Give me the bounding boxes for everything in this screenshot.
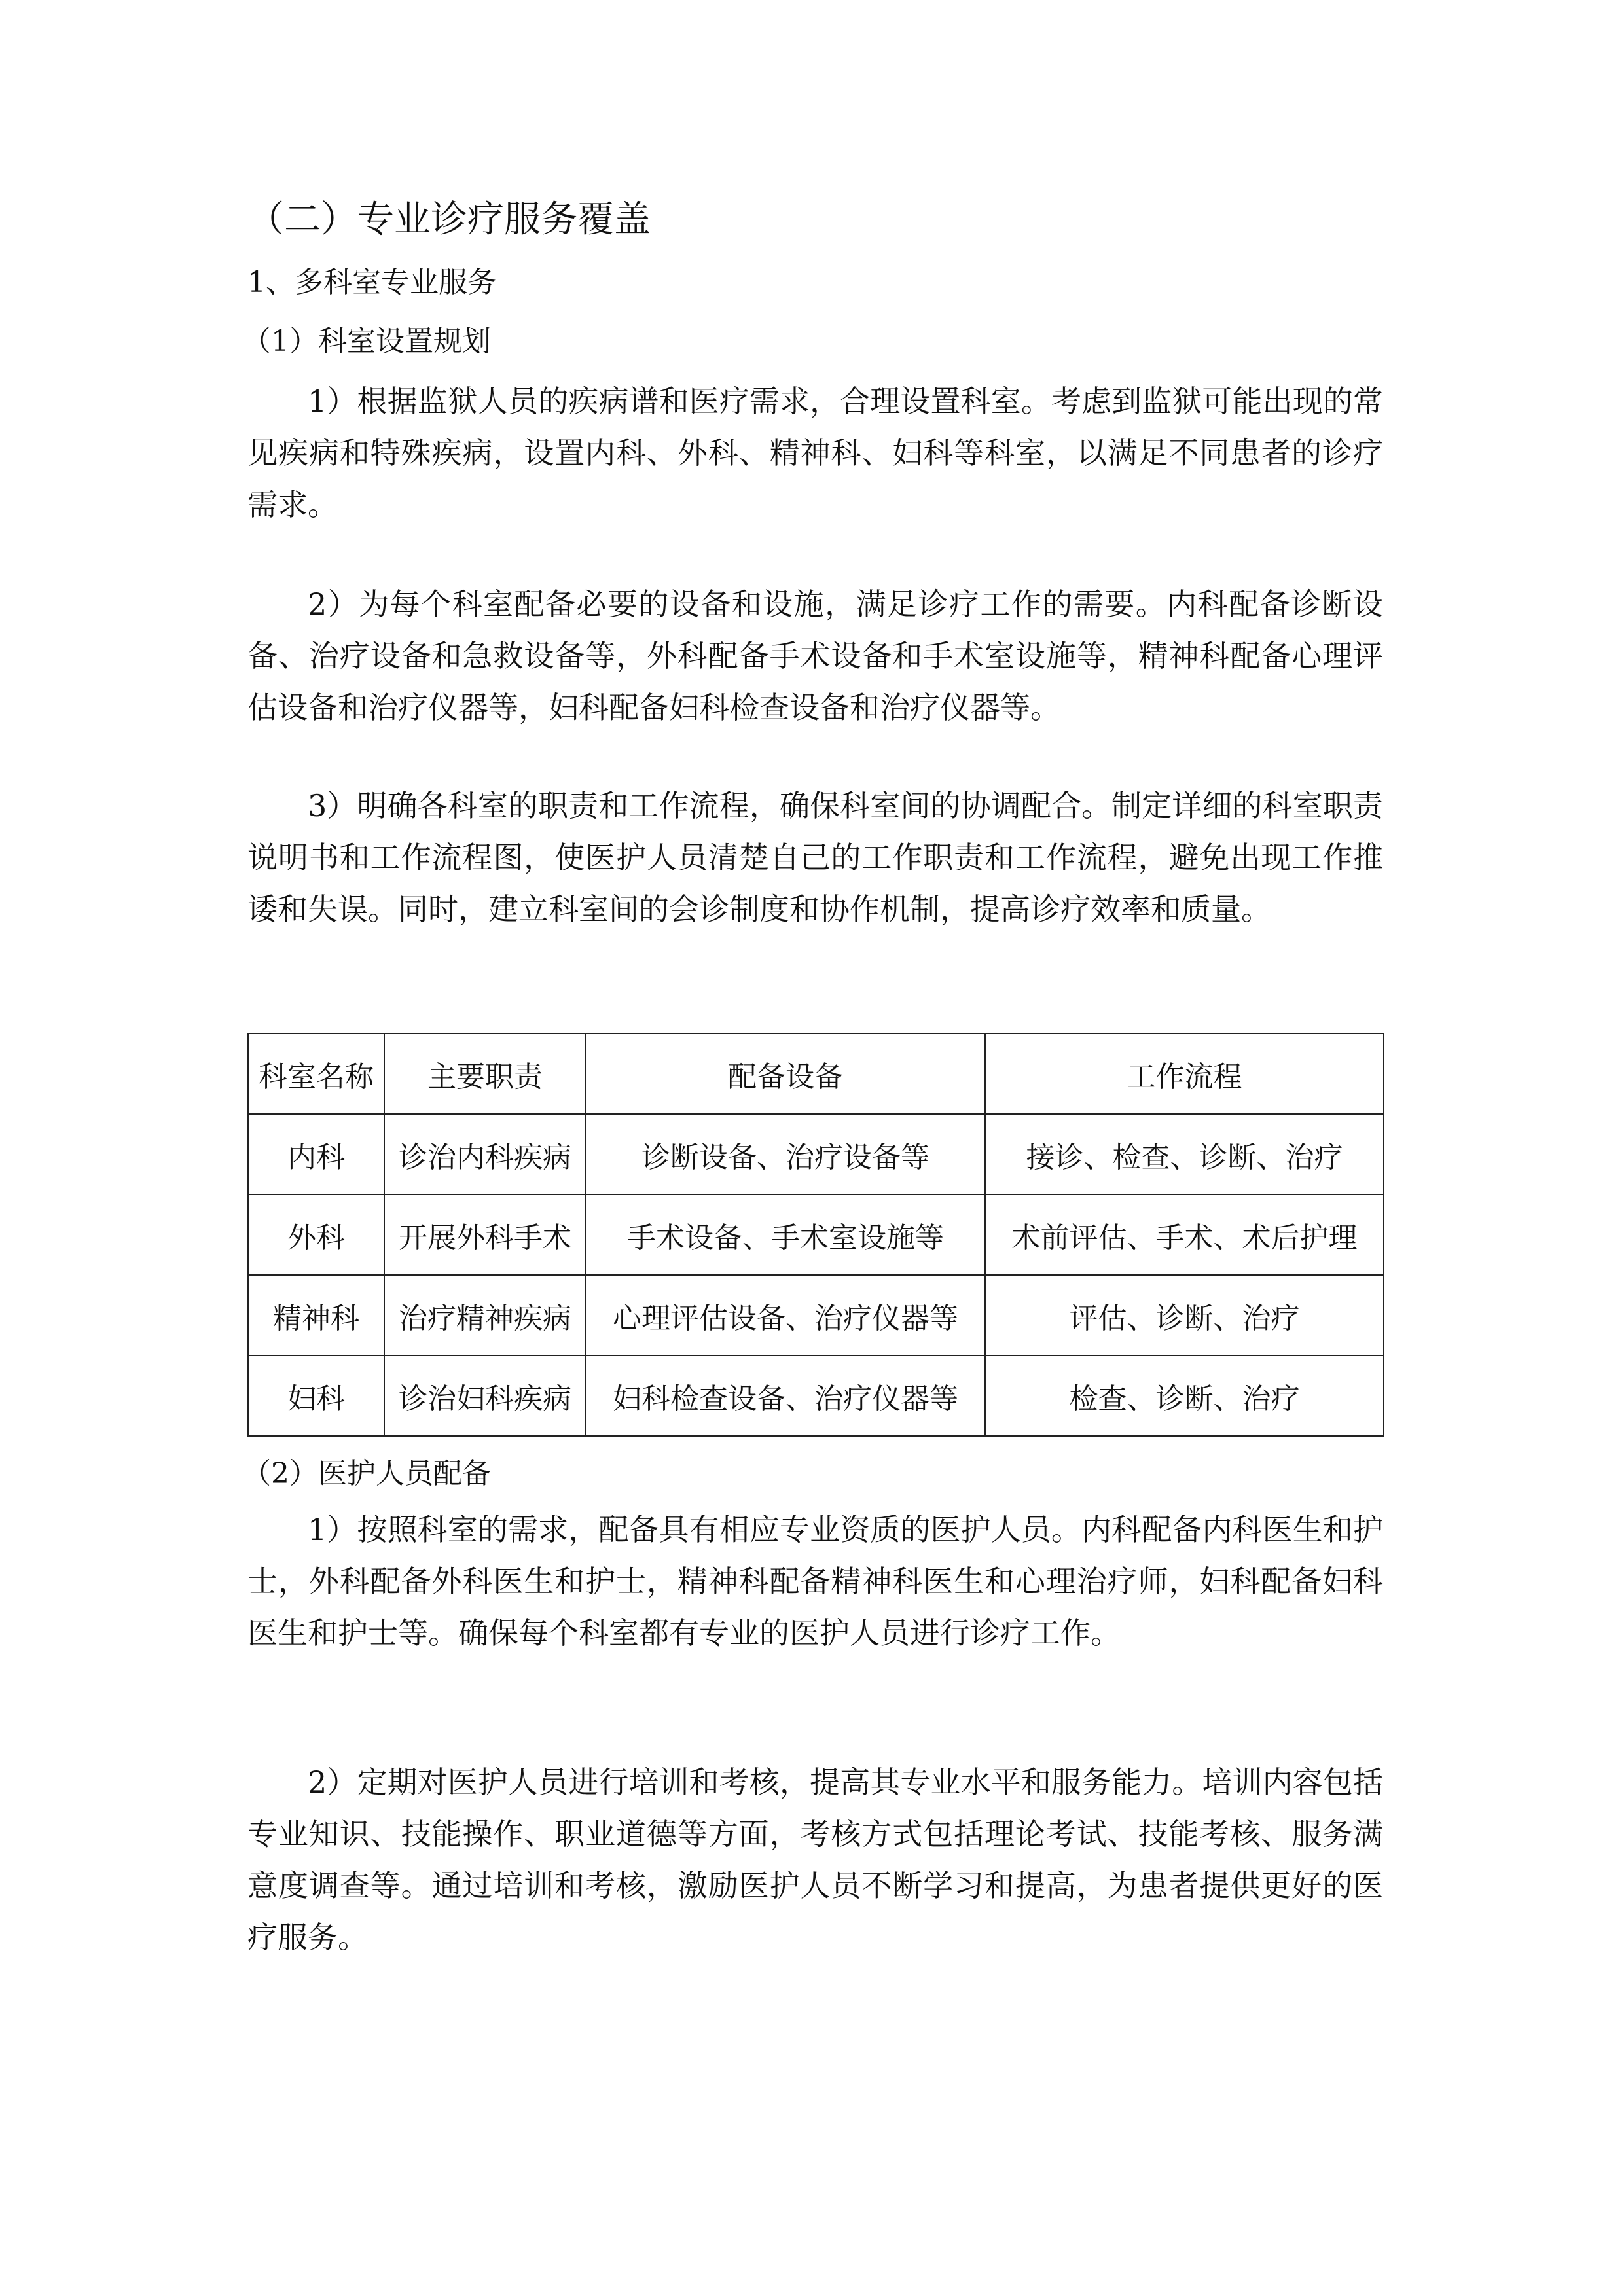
paragraph: 1）根据监狱人员的疾病谱和医疗需求，合理设置科室。考虑到监狱可能出现的常见疾病和特殊疾病，设置内科、外科、精神科、妇科等科室，以满足不同患者的诊疗需求。 xyxy=(247,384,1383,522)
table-cell: 诊治妇科疾病 xyxy=(384,1355,586,1436)
table-cell: 治疗精神疾病 xyxy=(384,1275,586,1355)
table-row xyxy=(248,1355,1384,1436)
paragraph: 3）明确各科室的职责和工作流程，确保科室间的协调配合。制定详细的科室职责说明书和工作流程图，使医护人员清楚自己的工作职责和工作流程，避免出现工作推诿和失误。同时，建立科室间的会诊制度和协作机制，提高诊疗效率和质量。 xyxy=(247,788,1383,927)
table-header-cell: 工作流程 xyxy=(985,1033,1384,1114)
table-cell: 诊断设备、治疗设备等 xyxy=(586,1114,985,1194)
table-cell: 精神科 xyxy=(248,1275,384,1355)
part-2-heading: （2）医护人员配备 xyxy=(242,1457,491,1490)
table-header-cell: 科室名称 xyxy=(248,1033,384,1114)
table-cell: 术前评估、手术、术后护理 xyxy=(985,1194,1384,1275)
table-cell: 诊治内科疾病 xyxy=(384,1114,586,1194)
table-cell: 外科 xyxy=(248,1194,384,1275)
part-1-heading: （1）科室设置规划 xyxy=(242,325,491,358)
table-row xyxy=(248,1114,1384,1194)
table-cell: 手术设备、手术室设施等 xyxy=(586,1194,985,1275)
table-cell: 心理评估设备、治疗仪器等 xyxy=(586,1275,985,1355)
table-row xyxy=(248,1275,1384,1355)
table-cell: 妇科 xyxy=(248,1355,384,1436)
table-cell: 妇科检查设备、治疗仪器等 xyxy=(586,1355,985,1436)
table-cell: 开展外科手术 xyxy=(384,1194,586,1275)
table-cell: 检查、诊断、治疗 xyxy=(985,1355,1384,1436)
paragraph: 1）按照科室的需求，配备具有相应专业资质的医护人员。内科配备内科医生和护士，外科配备外科医生和护士，精神科配备精神科医生和心理治疗师，妇科配备妇科医生和护士等。确保每个科室都有专业的医护人员进行诊疗工作。 xyxy=(247,1512,1383,1651)
paragraph: 2）定期对医护人员进行培训和考核，提高其专业水平和服务能力。培训内容包括专业知识、技能操作、职业道德等方面，考核方式包括理论考试、技能考核、服务满意度调查等。通过培训和考核，激励医护人员不断学习和提高，为患者提供更好的医疗服务。 xyxy=(247,1765,1383,1955)
subsection-heading: 1、多科室专业服务 xyxy=(247,266,496,299)
paragraph: 2）为每个科室配备必要的设备和设施，满足诊疗工作的需要。内科配备诊断设备、治疗设备和急救设备等，外科配备手术设备和手术室设施等，精神科配备心理评估设备和治疗仪器等，妇科配备妇科检查设备和治疗仪器等。 xyxy=(247,586,1383,725)
document-page xyxy=(242,0,1383,2296)
table-cell: 接诊、检查、诊断、治疗 xyxy=(985,1114,1384,1194)
table-header-row xyxy=(248,1033,1384,1114)
department-table xyxy=(247,1033,1384,1437)
table-row xyxy=(248,1194,1384,1275)
table-cell: 评估、诊断、治疗 xyxy=(985,1275,1384,1355)
table-header-cell: 配备设备 xyxy=(586,1033,985,1114)
table-header-cell: 主要职责 xyxy=(384,1033,586,1114)
table-cell: 内科 xyxy=(248,1114,384,1194)
section-title: （二）专业诊疗服务覆盖 xyxy=(247,198,651,241)
